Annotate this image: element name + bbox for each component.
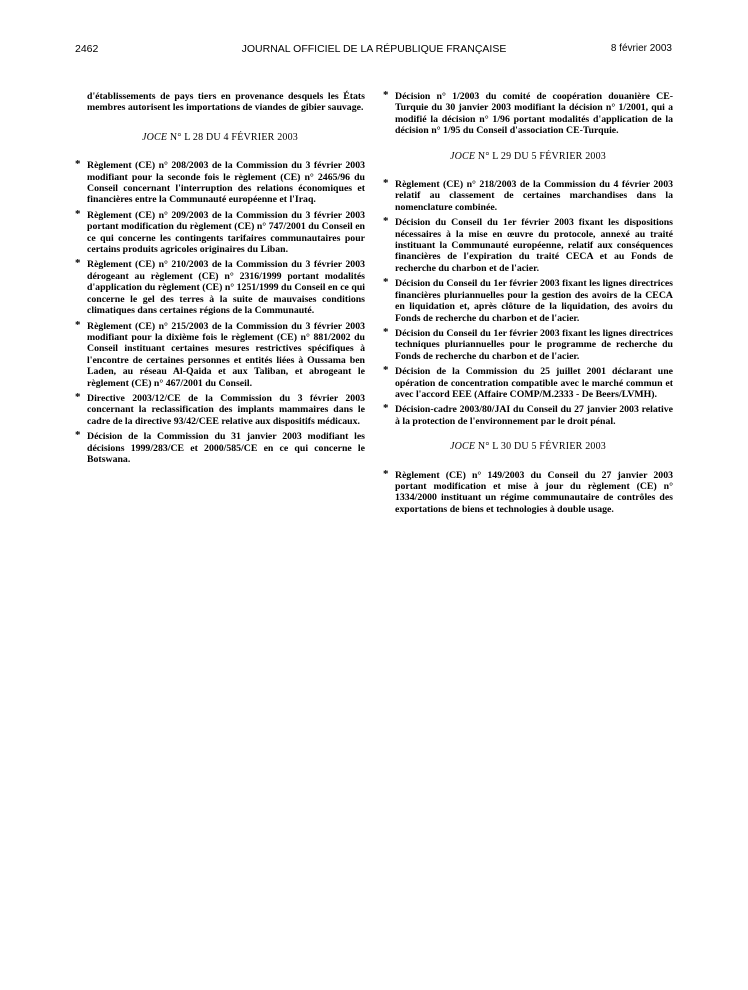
entry-text: Décision du Conseil du 1er février 2003 fixant les dispositions nécessaires à la mise en œuvre du protocole, annexé au traité instituant la Communauté européenne, relatif aux conséquences financières de l'expiration du traité CECA et au Fonds de recherche du charbon et de l'acier. (395, 217, 673, 274)
list-item (75, 207, 365, 256)
list-item (75, 431, 365, 465)
bullet-star-icon: * (75, 390, 81, 403)
entry-text: Règlement (CE) n° 218/2003 de la Commission du 4 février 2003 relatif au classement de certaines marchandises dans la nomenclature combinée. (395, 179, 673, 213)
entry-text: Règlement (CE) n° 149/2003 du Conseil du 27 janvier 2003 portant modification et mise à jour du règlement (CE) n° 1334/2000 instituant un régime communautaire de contrôles des exportations de biens et technologies à double usage. (395, 469, 673, 515)
entry-text: Règlement (CE) n° 208/2003 de la Commission du 3 février 2003 modifiant pour la seconde fois le règlement (CE) n° 2465/96 du Conseil concernant l'interruption des relations économiques et financières entre la Communauté européenne et l'Iraq. (87, 160, 365, 206)
bullet-star-icon: * (383, 364, 389, 377)
issue-date: 8 février 2003 (610, 43, 672, 54)
list-item (75, 160, 365, 206)
continued-entry: d'établissements de pays tiers en provenance desquels les États membres autorisent les importations de viandes de gibier sauvage. (87, 91, 365, 114)
bullet-star-icon: * (75, 429, 81, 442)
section-heading-text: N° L 28 DU 4 FÉVRIER 2003 (167, 131, 299, 143)
list-item (383, 91, 673, 137)
bullet-star-icon: * (75, 158, 81, 171)
joce-label: JOCE (141, 131, 168, 143)
entry-list-l28 (75, 160, 365, 465)
list-item (75, 259, 365, 316)
bullet-star-icon: * (75, 318, 81, 331)
list-item (75, 318, 365, 389)
joce-label: JOCE (449, 441, 476, 453)
list-item (383, 366, 673, 400)
list-item (383, 467, 673, 516)
journal-title: JOURNAL OFFICIEL DE LA RÉPUBLIQUE FRANÇAISE (241, 43, 507, 55)
list-item (383, 278, 673, 324)
entry-text: Directive 2003/12/CE de la Commission du 3 février 2003 concernant la reclassification des implants mammaires dans le cadre de la directive 93/42/CEE relative aux dispositifs médicaux. (87, 392, 365, 427)
entry-text: Décision n° 1/2003 du comité de coopération douanière CE-Turquie du 30 janvier 2003 modifiant la décision n° 1/2001, qui a modifié la décision n° 1/96 portant modalités d'application de la décision n° 1/95 du Conseil d'association CE-Turquie. (395, 91, 673, 137)
list-item (75, 390, 365, 427)
bullet-star-icon: * (75, 207, 81, 220)
joce-label: JOCE (449, 150, 476, 162)
list-item (383, 217, 673, 274)
bullet-star-icon: * (383, 325, 389, 338)
bullet-star-icon: * (383, 402, 389, 415)
section-heading-l29 (383, 151, 673, 162)
entry-text: Décision de la Commission du 31 janvier 2003 modifiant les décisions 1999/283/CE et 2000/585/CE en ce qui concerne le Botswana. (87, 431, 365, 465)
bullet-star-icon: * (383, 177, 389, 190)
entry-text: Règlement (CE) n° 210/2003 de la Commission du 3 février 2003 dérogeant au règlement (CE) n° 2316/1999 portant modalités d'application du règlement (CE) n° 1251/1999 du Conseil en ce qui concerne le gel des terres à la suite de mauvaises conditions climatiques dans certaines régions de la Communauté. (87, 259, 365, 317)
entry-list-continued (383, 91, 673, 137)
section-heading-text: N° L 30 DU 5 FÉVRIER 2003 (475, 441, 607, 453)
bullet-star-icon: * (383, 89, 389, 101)
list-item (383, 325, 673, 362)
bullet-star-icon: * (75, 257, 81, 270)
bullet-star-icon: * (383, 276, 389, 289)
bullet-star-icon: * (383, 467, 389, 480)
entry-text: Règlement (CE) n° 209/2003 de la Commission du 3 février 2003 portant modification du règlement (CE) n° 747/2001 du Conseil en ce qui concerne les contingents tarifaires communautaires pour certains produits agricoles originaires du Liban. (87, 209, 365, 256)
bullet-star-icon: * (383, 215, 389, 228)
list-item (383, 404, 673, 427)
entry-text: Règlement (CE) n° 215/2003 de la Commission du 3 février 2003 modifiant pour la dixième fois le règlement (CE) n° 881/2002 du Conseil instituant certaines mesures restrictives spécifiques à l'encontre de certaines personnes et entités liées à Oussama ben Laden, au réseau Al-Qaida et aux Taliban, et abrogeant le règlement (CE) n° 467/2001 du Conseil. (87, 320, 365, 389)
section-heading-l28 (75, 132, 365, 143)
entry-list-l30 (383, 467, 673, 516)
entry-text: Décision-cadre 2003/80/JAI du Conseil du 27 janvier 2003 relative à la protection de l'environnement par le droit pénal. (395, 404, 673, 427)
page-number: 2462 (75, 43, 99, 55)
entry-text: Décision de la Commission du 25 juillet 2001 déclarant une opération de concentration compatible avec le marché commun et avec l'accord EEE (Affaire COMP/M.2333 - De Beers/LVMH). (395, 366, 673, 400)
section-heading-l30 (383, 441, 673, 452)
entry-text: Décision du Conseil du 1er février 2003 fixant les lignes directrices techniques pluriannuelles pour le programme de recherche du Fonds de recherche du charbon et de l'acier. (395, 327, 673, 362)
entry-text: Décision du Conseil du 1er février 2003 fixant les lignes directrices financières pluriannuelles pour la gestion des avoirs de la CECA en liquidation et, après clôture de la liquidation, des avoirs du Fonds de recherche du charbon et de l'acier. (395, 278, 673, 324)
section-heading-text: N° L 29 DU 5 FÉVRIER 2003 (475, 150, 607, 162)
left-column (75, 91, 365, 479)
list-item (383, 179, 673, 213)
right-column (383, 91, 673, 529)
entry-list-l29 (383, 179, 673, 427)
